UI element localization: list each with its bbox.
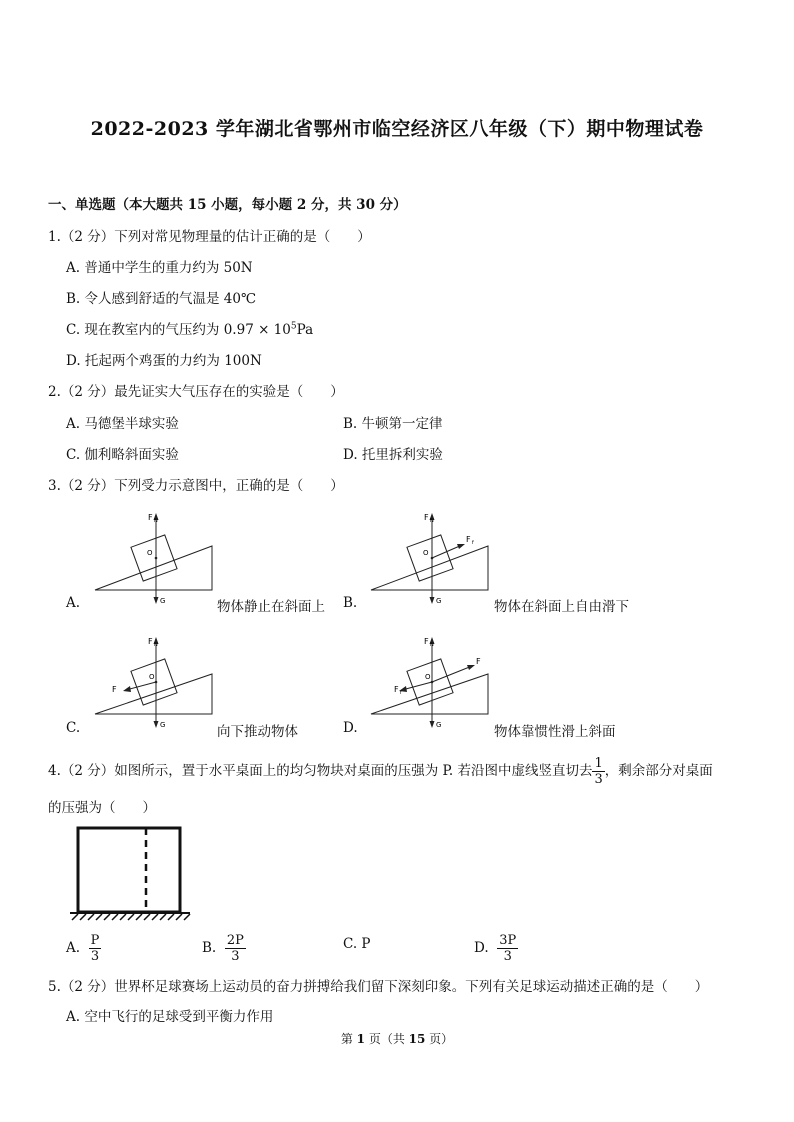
q3-option-d-letter: D. <box>343 720 358 736</box>
q3d-g-label: G <box>436 721 442 729</box>
q3c-fn-sub: N <box>154 642 158 648</box>
q3c-fn-label: F <box>148 637 153 646</box>
q3-option-c-letter: C. <box>66 720 81 736</box>
q3b-ff-sub: f <box>472 540 474 546</box>
q5-option-a: A. 空中飞行的足球受到平衡力作用 <box>66 1009 274 1025</box>
question-4-stem-line2: 的压强为（ ） <box>48 800 156 816</box>
question-3-stem: 3.（2 分）下列受力示意图中，正确的是（ ） <box>48 478 344 494</box>
q3-option-c-caption: 向下推动物体 <box>217 724 298 740</box>
q3-option-a-letter: A. <box>66 595 81 611</box>
question-1-stem: 1.（2 分）下列对常见物理量的估计正确的是（ ） <box>48 229 371 245</box>
q4-fraction: $\frac{1}{3}$ <box>594 756 603 787</box>
q3b-fn-label: F <box>424 513 429 522</box>
q3d-o-label: O <box>425 673 431 681</box>
page-footer: 第 1 页（共 15 页） <box>340 1032 454 1046</box>
q3d-ff-label: F <box>394 685 399 694</box>
q3-diagram-d <box>368 632 493 732</box>
q3-diagram-b <box>368 508 493 608</box>
q3d-ff-sub: f <box>400 690 402 696</box>
q3b-fn-sub: N <box>430 518 434 524</box>
q1-option-a: A. 普通中学生的重力约为 50N <box>66 260 253 276</box>
q3-option-d-caption: 物体靠惯性滑上斜面 <box>494 724 616 740</box>
page-title: 2022-2023 学年湖北省鄂州市临空经济区八年级（下）期中物理试卷 <box>90 118 704 140</box>
q4-option-c: C. P <box>343 936 371 952</box>
q3d-fn-label: F <box>424 637 429 646</box>
q3b-ff-label: F <box>466 535 471 544</box>
section-heading: 一、单选题（本大题共 15 小题，每小题 2 分，共 30 分） <box>48 197 407 213</box>
q4-block-diagram <box>68 822 198 922</box>
q3c-f-label: F <box>112 685 117 694</box>
q3-diagram-a <box>92 508 217 608</box>
q3a-fn-sub: N <box>154 518 158 524</box>
q3-diagram-c <box>92 632 217 732</box>
question-5-stem: 5.（2 分）世界杯足球赛场上运动员的奋力拼搏给我们留下深刻印象。下列有关足球运动描述正确的是（ ） <box>48 979 709 995</box>
q3a-fn-label: F <box>148 513 153 522</box>
q1-option-b: B. 令人感到舒适的气温是 40℃ <box>66 291 257 307</box>
q3c-g-label: G <box>160 721 166 729</box>
question-4-stem: 4.（2 分）如图所示，置于水平桌面上的均匀物块对桌面的压强为 P. 若沿图中虚线竖直切去 $\frac{1}{3}$ ，剩余部分对桌面 <box>48 756 713 787</box>
q4-option-d: D. $\frac{3P}{3}$ <box>474 933 517 964</box>
q3-option-a-caption: 物体静止在斜面上 <box>217 599 325 615</box>
q1-option-c: C. 现在教室内的气压约为 $0.97 \times 10^5Pa$ <box>66 321 314 338</box>
question-2-stem: 2.（2 分）最先证实大气压存在的实验是（ ） <box>48 384 344 400</box>
q3-option-b-caption: 物体在斜面上自由滑下 <box>494 599 629 615</box>
q3d-fn-sub: N <box>430 642 434 648</box>
q2-option-d: D. 托里拆利实验 <box>343 447 443 463</box>
q2-option-b: B. 牛顿第一定律 <box>343 416 443 432</box>
q3b-g-label: G <box>436 597 442 605</box>
q4-option-b: B. $\frac{2P}{3}$ <box>202 933 244 964</box>
q2-option-a: A. 马德堡半球实验 <box>66 416 179 432</box>
q3a-g-label: G <box>160 597 166 605</box>
q2-option-c: C. 伽利略斜面实验 <box>66 447 179 463</box>
q3b-o-label: O <box>423 549 429 557</box>
q4-option-a: A. $\frac{P}{3}$ <box>66 933 100 964</box>
q1-option-d: D. 托起两个鸡蛋的力约为 100N <box>66 353 262 369</box>
q3-option-b-letter: B. <box>343 595 358 611</box>
q3a-o-label: O <box>147 549 153 557</box>
q3d-f-label: F <box>476 657 481 666</box>
q3c-o-label: O <box>149 673 155 681</box>
